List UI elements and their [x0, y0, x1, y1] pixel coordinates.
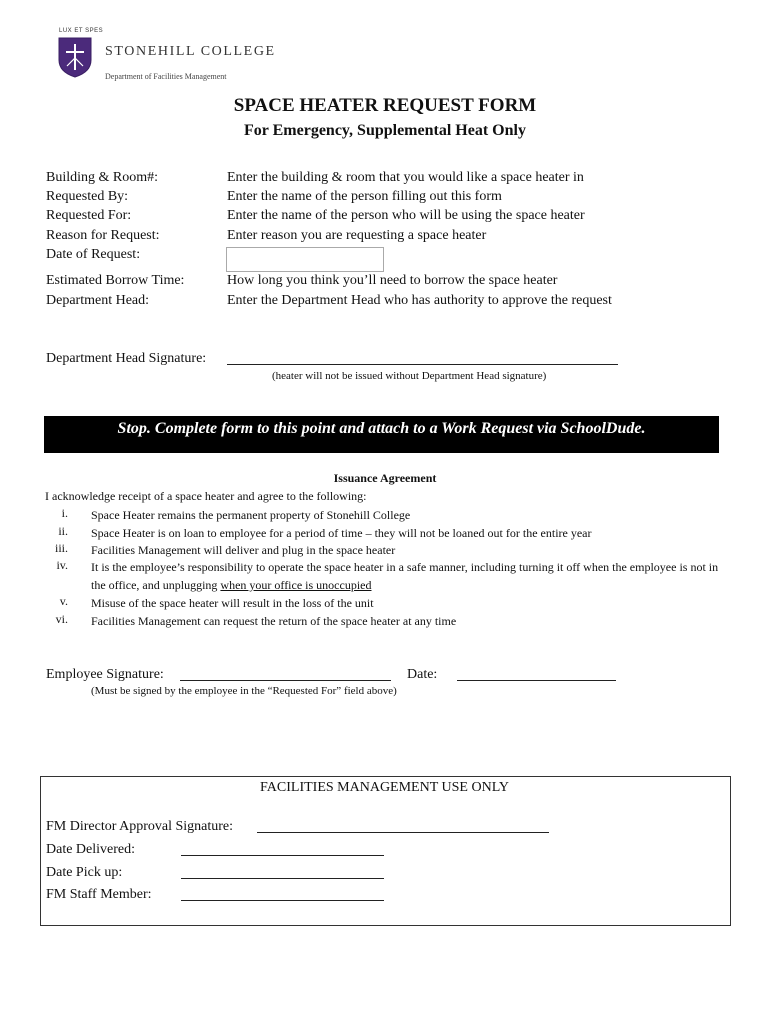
list-item-text: Space Heater is on loan to employee for a period of time – they will not be loaned out for the entire year [91, 526, 592, 540]
date-pickup-label: Date Pick up: [46, 865, 123, 880]
list-item [0, 612, 770, 630]
building-room-label: Building & Room#: [46, 170, 159, 185]
list-item-number: ii. [58, 524, 68, 538]
dept-signature-line[interactable] [227, 350, 618, 365]
stop-banner: Stop. Complete form to this point and attach to a Work Request via SchoolDude. [44, 416, 719, 453]
list-item-number: i. [61, 506, 68, 520]
logo-motto: LUX ET SPES [59, 28, 104, 34]
list-item-text: Facilities Management can request the return of the space heater at any time [91, 614, 457, 628]
dept-signature-label: Department Head Signature: [46, 351, 207, 366]
list-item [0, 558, 770, 594]
fm-use-only-heading: FACILITIES MANAGEMENT USE ONLY [260, 780, 509, 795]
date-delivered-label: Date Delivered: [46, 842, 136, 857]
list-item-number: iii. [54, 541, 68, 555]
form-subtitle: For Emergency, Supplemental Heat Only [244, 122, 526, 139]
list-item-number: iv. [56, 558, 68, 572]
fm-staff-line[interactable] [181, 886, 384, 901]
date-pickup-line[interactable] [181, 864, 384, 879]
list-item-underlined-text: when your office is unoccupied [220, 578, 372, 592]
employee-signature-note: (Must be signed by the employee in the “Requested For” field above) [91, 685, 397, 697]
list-item-text: It is the employee’s responsibility to operate the space heater in a safe manner, including turning it off when the employee is not in the office, and unplugging [91, 560, 719, 592]
list-item [0, 541, 770, 559]
fm-use-only-box [40, 776, 731, 926]
list-item-number: v. [59, 594, 68, 608]
employee-signature-label: Employee Signature: [46, 667, 164, 682]
reason-label: Reason for Request: [46, 228, 160, 243]
employee-date-label: Date: [407, 667, 438, 682]
form-title: SPACE HEATER REQUEST FORM [233, 95, 537, 116]
requested-for-label: Requested For: [46, 208, 132, 223]
logo-department: Department of Facilities Management [105, 72, 227, 81]
list-item [0, 524, 770, 542]
list-item [0, 594, 770, 612]
logo-college-name: STONEHILL COLLEGE [105, 44, 276, 59]
list-item-text-wrapper [91, 558, 721, 594]
employee-signature-line[interactable] [180, 666, 391, 681]
employee-date-line[interactable] [457, 666, 616, 681]
agreement-title: Issuance Agreement [333, 471, 437, 485]
borrow-time-field[interactable]: How long you think you’ll need to borrow the space heater [227, 273, 558, 288]
department-head-label: Department Head: [46, 293, 150, 308]
date-of-request-label: Date of Request: [46, 247, 141, 262]
list-item-text: Misuse of the space heater will result in the loss of the unit [91, 596, 374, 610]
fm-staff-label: FM Staff Member: [46, 887, 152, 902]
list-item-number: vi. [55, 612, 68, 626]
requested-for-field[interactable]: Enter the name of the person who will be using the space heater [227, 208, 585, 223]
fm-director-signature-line[interactable] [257, 818, 549, 833]
list-item-text: Facilities Management will deliver and plug in the space heater [91, 543, 396, 557]
dept-signature-note: (heater will not be issued without Department Head signature) [272, 370, 547, 382]
list-item-text: Space Heater remains the permanent property of Stonehill College [91, 508, 411, 522]
date-delivered-line[interactable] [181, 841, 384, 856]
reason-field[interactable]: Enter reason you are requesting a space heater [227, 228, 487, 243]
requested-by-label: Requested By: [46, 189, 129, 204]
list-item [0, 506, 770, 524]
date-of-request-field[interactable] [226, 247, 384, 272]
college-shield-icon [57, 36, 93, 78]
agreement-intro: I acknowledge receipt of a space heater and agree to the following: [45, 489, 367, 503]
college-logo [57, 28, 276, 84]
borrow-time-label: Estimated Borrow Time: [46, 273, 185, 288]
fm-director-label: FM Director Approval Signature: [46, 819, 234, 834]
department-head-field[interactable]: Enter the Department Head who has authority to approve the request [227, 293, 612, 308]
requested-by-field[interactable]: Enter the name of the person filling out this form [227, 189, 502, 204]
building-room-field[interactable]: Enter the building & room that you would like a space heater in [227, 170, 584, 185]
